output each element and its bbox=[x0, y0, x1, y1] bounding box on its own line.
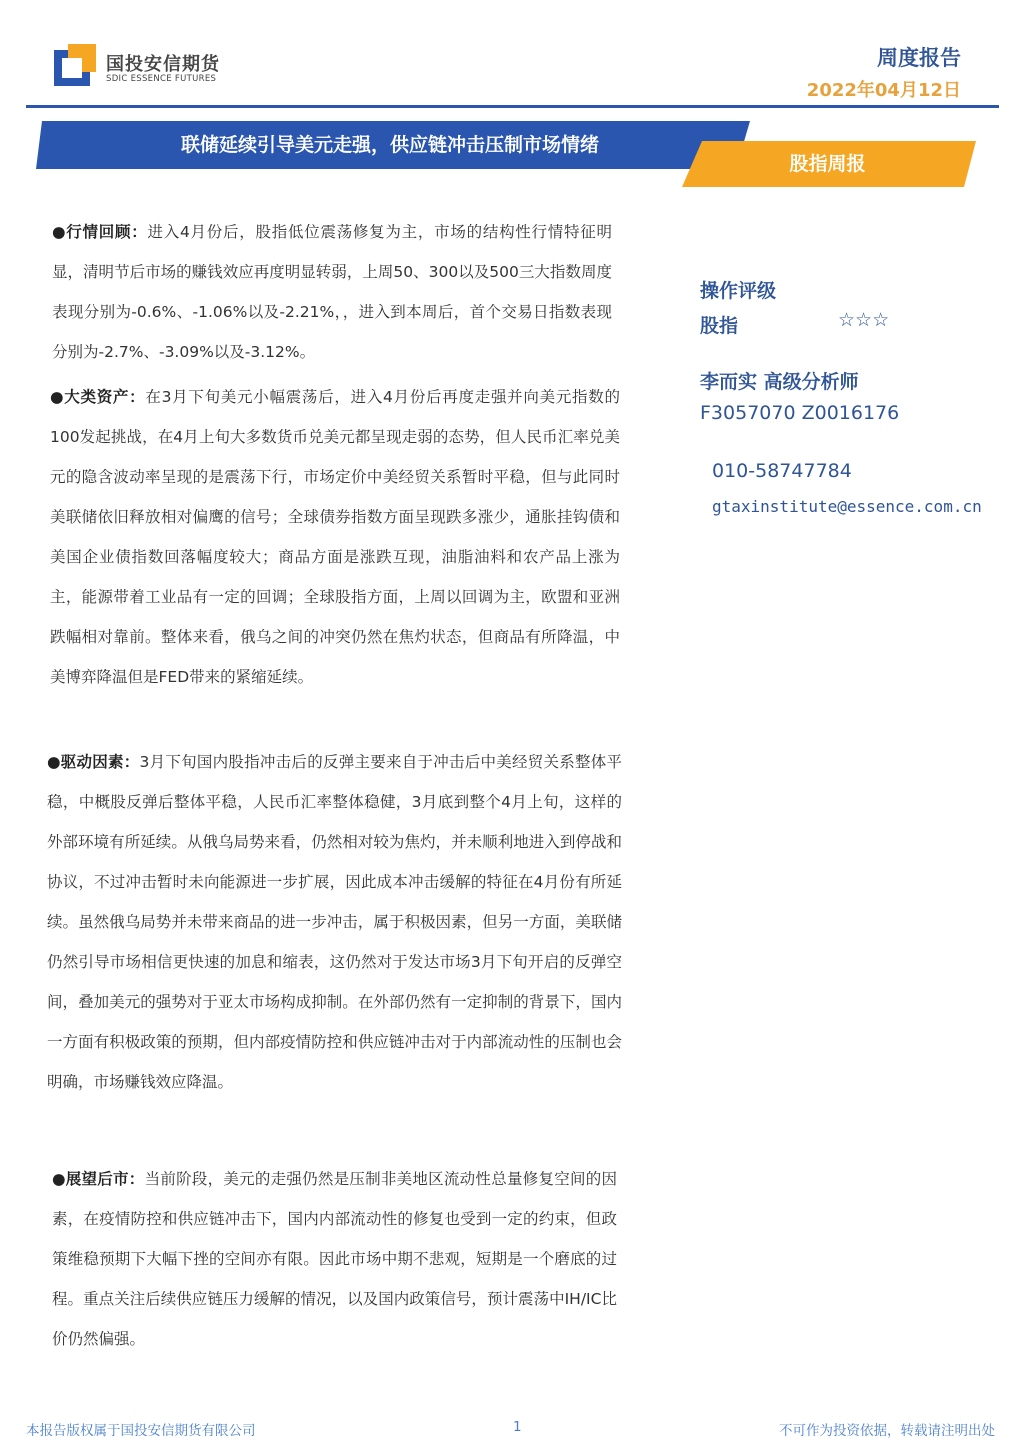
section-heading: ●行情回顾： bbox=[52, 223, 148, 241]
report-title: 联储延续引导美元走强，供应链冲击压制市场情绪 bbox=[180, 134, 599, 156]
company-name-cn: 国投安信期货 bbox=[106, 54, 220, 75]
footer-copyright: 本报告版权属于国投安信期货有限公司 bbox=[26, 1423, 256, 1439]
footer-page-number: 1 bbox=[513, 1419, 522, 1435]
contact-email[interactable]: gtaxinstitute@essence.com.cn bbox=[712, 497, 982, 516]
section-heading: ●大类资产： bbox=[50, 388, 146, 406]
analyst-license: F3057070 Z0016176 bbox=[700, 402, 900, 424]
report-date: 2022年04月12日 bbox=[806, 80, 961, 101]
section-outlook bbox=[52, 1159, 617, 1359]
rating-title: 操作评级 bbox=[700, 280, 777, 302]
section-body: 在3月下旬美元小幅震荡后，进入4月份后再度走强并向美元指数的100发起挑战，在4月上旬大多数货币兑美元都呈现走弱的态势，但人民币汇率兑美元的隐含波动率呈现的是震荡下行，市场定价中美经贸关系暂时平稳，但与此同时美联储依旧释放相对偏鹰的信号；全球债券指数方面呈现跌多涨少，通胀挂钩债和美国企业债指数回落幅度较大；商品方面是涨跌互现，油脂油料和农产品上涨为主，能源带着工业品有一定的回调；全球股指方面，上周以回调为主，欧盟和亚洲跌幅相对靠前。整体来看，俄乌之间的冲突仍然在焦灼状态，但商品有所降温，中美博弈降温但是FED带来的紧缩延续。 bbox=[50, 388, 620, 686]
section-heading: ●展望后市： bbox=[52, 1170, 145, 1188]
rating-stars: ☆☆☆ bbox=[838, 309, 890, 331]
section-body: 进入4月份后，股指低位震荡修复为主，市场的结构性行情特征明显，清明节后市场的赚钱效应再度明显转弱，上周50、300以及500三大指数周度表现分别为-0.6%、-1.06%以及-2.21%，，进入到本周后，首个交易日指数表现分别为-2.7%、-3.09%以及-3.12%。 bbox=[52, 223, 612, 361]
company-logo bbox=[54, 44, 96, 86]
category-tag: 股指周报 bbox=[789, 153, 866, 175]
footer-disclaimer: 不可作为投资依据，转载请注明出处 bbox=[779, 1423, 995, 1439]
section-heading: ●驱动因素： bbox=[47, 753, 140, 771]
section-body: 3月下旬国内股指冲击后的反弹主要来自于冲击后中美经贸关系整体平稳，中概股反弹后整体平稳，人民币汇率整体稳健，3月底到整个4月上旬，这样的外部环境有所延续。从俄乌局势来看，仍然相对较为焦灼，并未顺利地进入到停战和协议，不过冲击暂时未向能源进一步扩展，因此成本冲击缓解的特征在4月份有所延续。虽然俄乌局势并未带来商品的进一步冲击，属于积极因素，但另一方面，美联储仍然引导市场相信更快速的加息和缩表，这仍然对于发达市场3月下旬开启的反弹空间，叠加美元的强势对于亚太市场构成抑制。在外部仍然有一定抑制的背景下，国内一方面有积极政策的预期，但内部疫情防控和供应链冲击对于内部流动性的压制也会明确，市场赚钱效应降温。 bbox=[47, 753, 622, 1091]
section-drivers bbox=[47, 742, 622, 1102]
section-asset-classes bbox=[50, 377, 620, 697]
section-body: 当前阶段，美元的走强仍然是压制非美地区流动性总量修复空间的因素，在疫情防控和供应链冲击下，国内内部流动性的修复也受到一定的约束，但政策维稳预期下大幅下挫的空间亦有限。因此市场中期不悲观，短期是一个磨底的过程。重点关注后续供应链压力缓解的情况，以及国内政策信号，预计震荡中IH/IC比价仍然偏强。 bbox=[52, 1170, 617, 1348]
rating-item: 股指 bbox=[700, 315, 739, 337]
analyst-name: 李而实 高级分析师 bbox=[700, 371, 859, 393]
section-market-review bbox=[52, 212, 612, 372]
report-type: 周度报告 bbox=[877, 46, 961, 70]
contact-phone: 010-58747784 bbox=[712, 460, 852, 482]
header-divider bbox=[26, 105, 999, 108]
company-name-en: SDIC ESSENCE FUTURES bbox=[106, 74, 217, 84]
